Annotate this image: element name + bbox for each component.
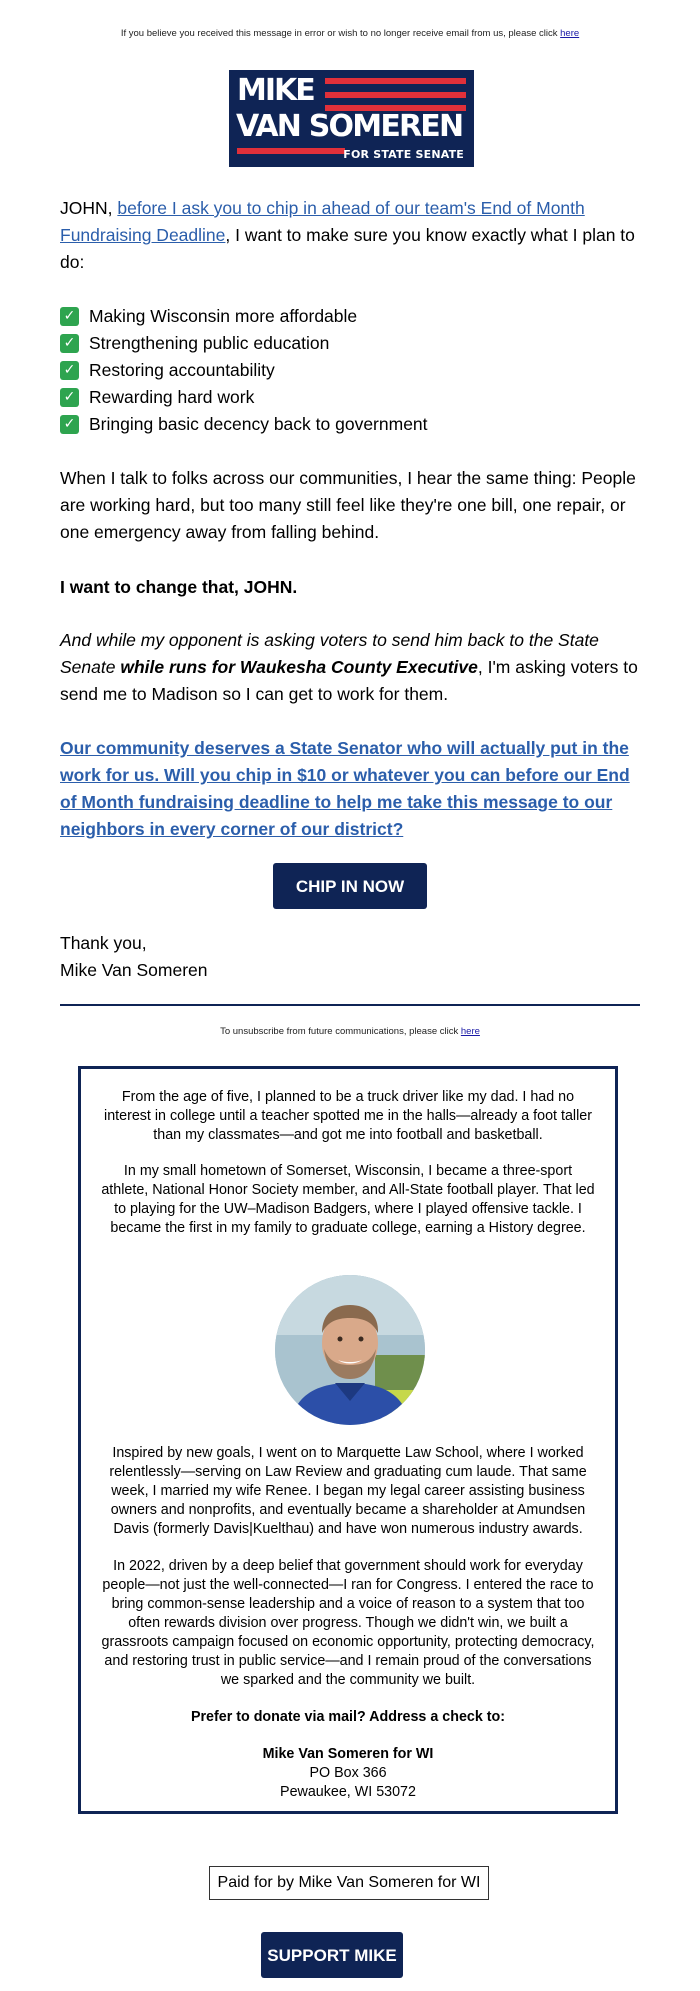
- header-notice: [0, 28, 700, 39]
- bio-paragraph: In 2022, driven by a deep belief that government should work for everyday people—not just the well-connected—I ran for Congress. I entered the race to bring common-sense leadership and a voice of reason to a system that too often rewards division over progress. Though we didn't win, we built a grassroots campaign focused on economic opportunity, protecting democracy, and restoring trust in public service—and I remain proud of the conversations we sparked and the community we built.: [101, 1558, 595, 1688]
- list-item: [60, 303, 642, 330]
- list-item-label: Making Wisconsin more affordable: [89, 306, 358, 326]
- list-item-label: Rewarding hard work: [89, 387, 255, 407]
- logo-stripe: [237, 148, 345, 154]
- mail-payee: Mike Van Someren for WI: [262, 1746, 434, 1762]
- cta-donate-link[interactable]: Our community deserves a State Senator who will actually put in the work for us. Will you chip in $10 or whatever you can before our End of Month fundraising deadline to help me take this message to our neighbors in every corner of our district?: [60, 738, 630, 839]
- folks-paragraph: When I talk to folks across our communities, I hear the same thing: People are working hard, but too many still feel like they're one bill, one repair, or one emergency away from falling behind.: [60, 468, 636, 542]
- intro-rest: , I want to make sure you know exactly what I plan to do:: [60, 225, 635, 272]
- logo-stripe: [325, 92, 466, 98]
- opponent-rest-text: , I'm asking voters to send me to Madison so I can get to work for them.: [60, 657, 638, 704]
- footer-unsubscribe: [0, 1026, 700, 1037]
- bio-paragraph: In my small hometown of Somerset, Wisconsin, I became a three-sport athlete, National Honor Society member, and All-State football player. That led to playing for the UW–Madison Badgers, where I played offensive tackle. I became the first in my family to graduate college, earning a History degree.: [101, 1163, 595, 1236]
- campaign-logo: [229, 70, 474, 167]
- mail-address: [101, 1745, 595, 1802]
- list-item-label: Strengthening public education: [89, 333, 330, 353]
- signoff-name: Mike Van Someren: [60, 960, 208, 980]
- intro-deadline-link[interactable]: before I ask you to chip in ahead of our team's End of Month Fundraising Deadline: [60, 198, 585, 245]
- change-paragraph: I want to change that, JOHN.: [60, 577, 298, 597]
- intro-paragraph: [60, 195, 642, 276]
- cta-paragraph: [60, 735, 642, 843]
- plan-checklist: [60, 303, 642, 438]
- check-mark-icon: ✓: [60, 415, 79, 434]
- logo-line-surname: VAN SOMEREN: [236, 109, 463, 144]
- opponent-paragraph: [60, 627, 642, 708]
- check-mark-icon: ✓: [60, 334, 79, 353]
- header-unsubscribe-link[interactable]: here: [560, 28, 580, 39]
- mail-heading: Prefer to donate via mail? Address a check to:: [190, 1709, 506, 1725]
- intro-greeting: JOHN,: [60, 198, 118, 218]
- support-mike-button[interactable]: SUPPORT MIKE: [261, 1932, 403, 1978]
- list-item: [60, 357, 642, 384]
- check-mark-icon: ✓: [60, 307, 79, 326]
- header-notice-text: If you believe you received this message in error or wish to no longer receive email from us, please click: [120, 28, 558, 39]
- chip-in-button[interactable]: CHIP IN NOW: [273, 863, 427, 909]
- divider: [60, 1004, 640, 1006]
- check-mark-icon: ✓: [60, 361, 79, 380]
- logo-line-office: FOR STATE SENATE: [343, 148, 464, 161]
- list-item: [60, 411, 642, 438]
- paid-for-disclaimer: Paid for by Mike Van Someren for WI: [209, 1866, 489, 1900]
- mail-address-line: PO Box 366: [309, 1765, 387, 1781]
- logo-line-mike: MIKE: [237, 73, 314, 108]
- list-item: [60, 384, 642, 411]
- candidate-photo: [275, 1275, 425, 1425]
- footer-unsubscribe-text: To unsubscribe from future communications, please click: [220, 1026, 459, 1037]
- signoff-thanks: Thank you,: [60, 933, 147, 953]
- signoff: [60, 930, 208, 984]
- opponent-bold-italic-text: while runs for Waukesha County Executive: [120, 657, 478, 677]
- list-item-label: Restoring accountability: [89, 360, 275, 380]
- candidate-photo-illustration: [275, 1275, 425, 1425]
- list-item: [60, 330, 642, 357]
- check-mark-icon: ✓: [60, 388, 79, 407]
- opponent-italic-text: And while my opponent is asking voters to send him back to the State Senate: [60, 630, 599, 677]
- bio-paragraph: From the age of five, I planned to be a truck driver like my dad. I had no interest in college until a teacher spotted me in the halls—already a foot taller than my classmates—and got me into football and basketball.: [104, 1089, 592, 1143]
- logo-stripe: [325, 78, 466, 84]
- list-item-label: Bringing basic decency back to government: [89, 414, 428, 434]
- bio-paragraph: Inspired by new goals, I went on to Marquette Law School, where I worked relentlessly—serving on Law Review and graduating cum laude. That same week, I married my wife Renee. I began my legal career assisting business owners and nonprofits, and eventually became a shareholder at Amundsen Davis (formerly Davis|Kuelthau) and have won numerous industry awards.: [109, 1445, 587, 1537]
- mail-address-line: Pewaukee, WI 53072: [280, 1784, 416, 1800]
- bio-box: [78, 1066, 618, 1814]
- footer-unsubscribe-link[interactable]: here: [460, 1026, 480, 1037]
